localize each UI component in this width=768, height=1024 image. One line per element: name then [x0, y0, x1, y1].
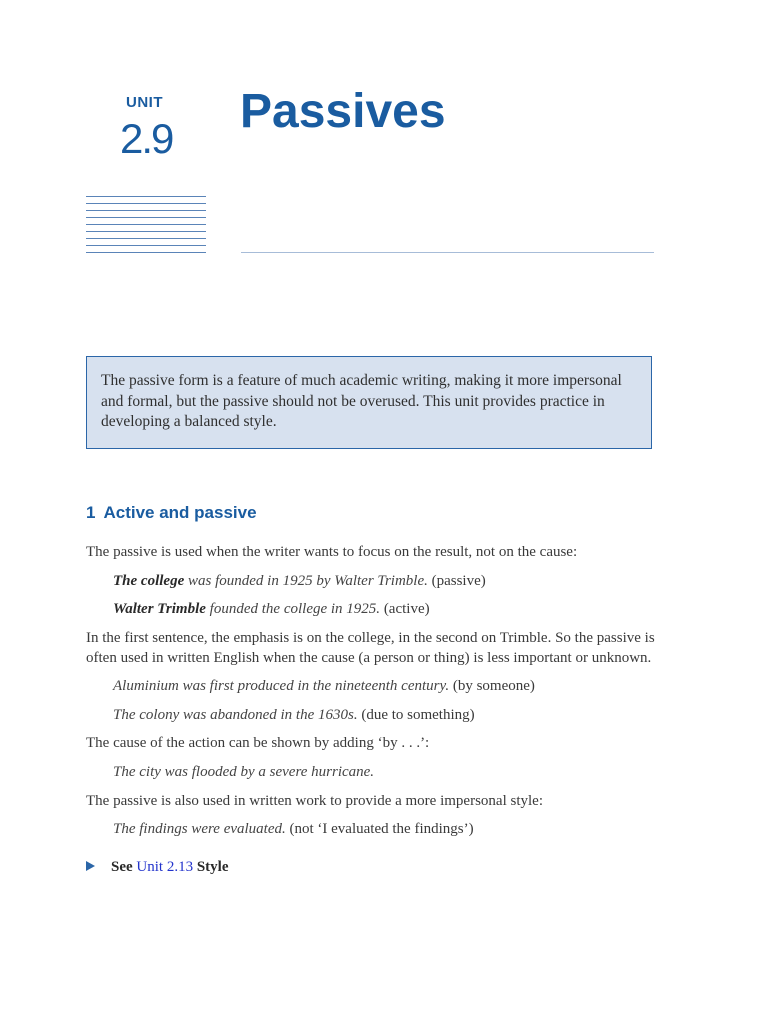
example-text: Aluminium was first produced in the nineteenth century.: [113, 678, 450, 694]
see-also: [86, 858, 229, 877]
paragraph-intro: The passive is used when the writer wants to focus on the result, not on the cause:: [86, 544, 578, 560]
decorative-stripes: [86, 196, 206, 259]
example-aluminium: [113, 677, 535, 696]
intro-box: [86, 356, 652, 449]
arrow-right-icon: [86, 861, 95, 871]
example-text: The findings were evaluated.: [113, 821, 286, 837]
see-prefix: See: [111, 859, 137, 875]
example-text: The colony was abandoned in the 1630s.: [113, 707, 358, 723]
example-active: [113, 600, 430, 619]
intro-text: The passive form is a feature of much academic writing, making it more impersonal and formal, but the passive should not be overused. This unit provides practice in developing a balanced style.: [101, 372, 622, 430]
title-divider: [241, 252, 654, 253]
section-heading: [86, 503, 257, 523]
paragraph-emphasis: In the first sentence, the emphasis is on the college, in the second on Trimble. So the passive is often used in written English when the cause (a person or thing) is less important or unknown.: [86, 630, 655, 666]
example-colony: [113, 706, 475, 725]
section-title: Active and passive: [103, 503, 257, 522]
example-passive: [113, 572, 486, 591]
example-note: (due to something): [357, 707, 475, 723]
see-suffix: Style: [193, 859, 229, 875]
paragraph-impersonal: The passive is also used in written work to provide a more impersonal style:: [86, 793, 543, 809]
example-text: The city was flooded by a severe hurricane.: [113, 764, 375, 780]
page-title: Passives: [240, 85, 446, 138]
example-note: (passive): [427, 573, 486, 589]
example-subject: Walter Trimble: [113, 601, 206, 617]
example-text: was founded in 1925 by Walter Trimble.: [184, 573, 428, 589]
example-text: founded the college in 1925.: [205, 601, 381, 617]
unit-number: 2.9: [120, 115, 173, 162]
example-subject: The college: [113, 573, 185, 589]
example-note: (by someone): [449, 678, 535, 694]
example-city: [113, 763, 374, 782]
paragraph-cause: The cause of the action can be shown by adding ‘by . . .’:: [86, 735, 430, 751]
example-note: (active): [380, 601, 430, 617]
example-note: (not ‘I evaluated the findings’): [285, 821, 474, 837]
unit-link[interactable]: Unit 2.13: [136, 859, 194, 875]
section-number: 1: [86, 503, 96, 522]
example-findings: [113, 820, 474, 839]
unit-label: UNIT: [126, 94, 163, 111]
